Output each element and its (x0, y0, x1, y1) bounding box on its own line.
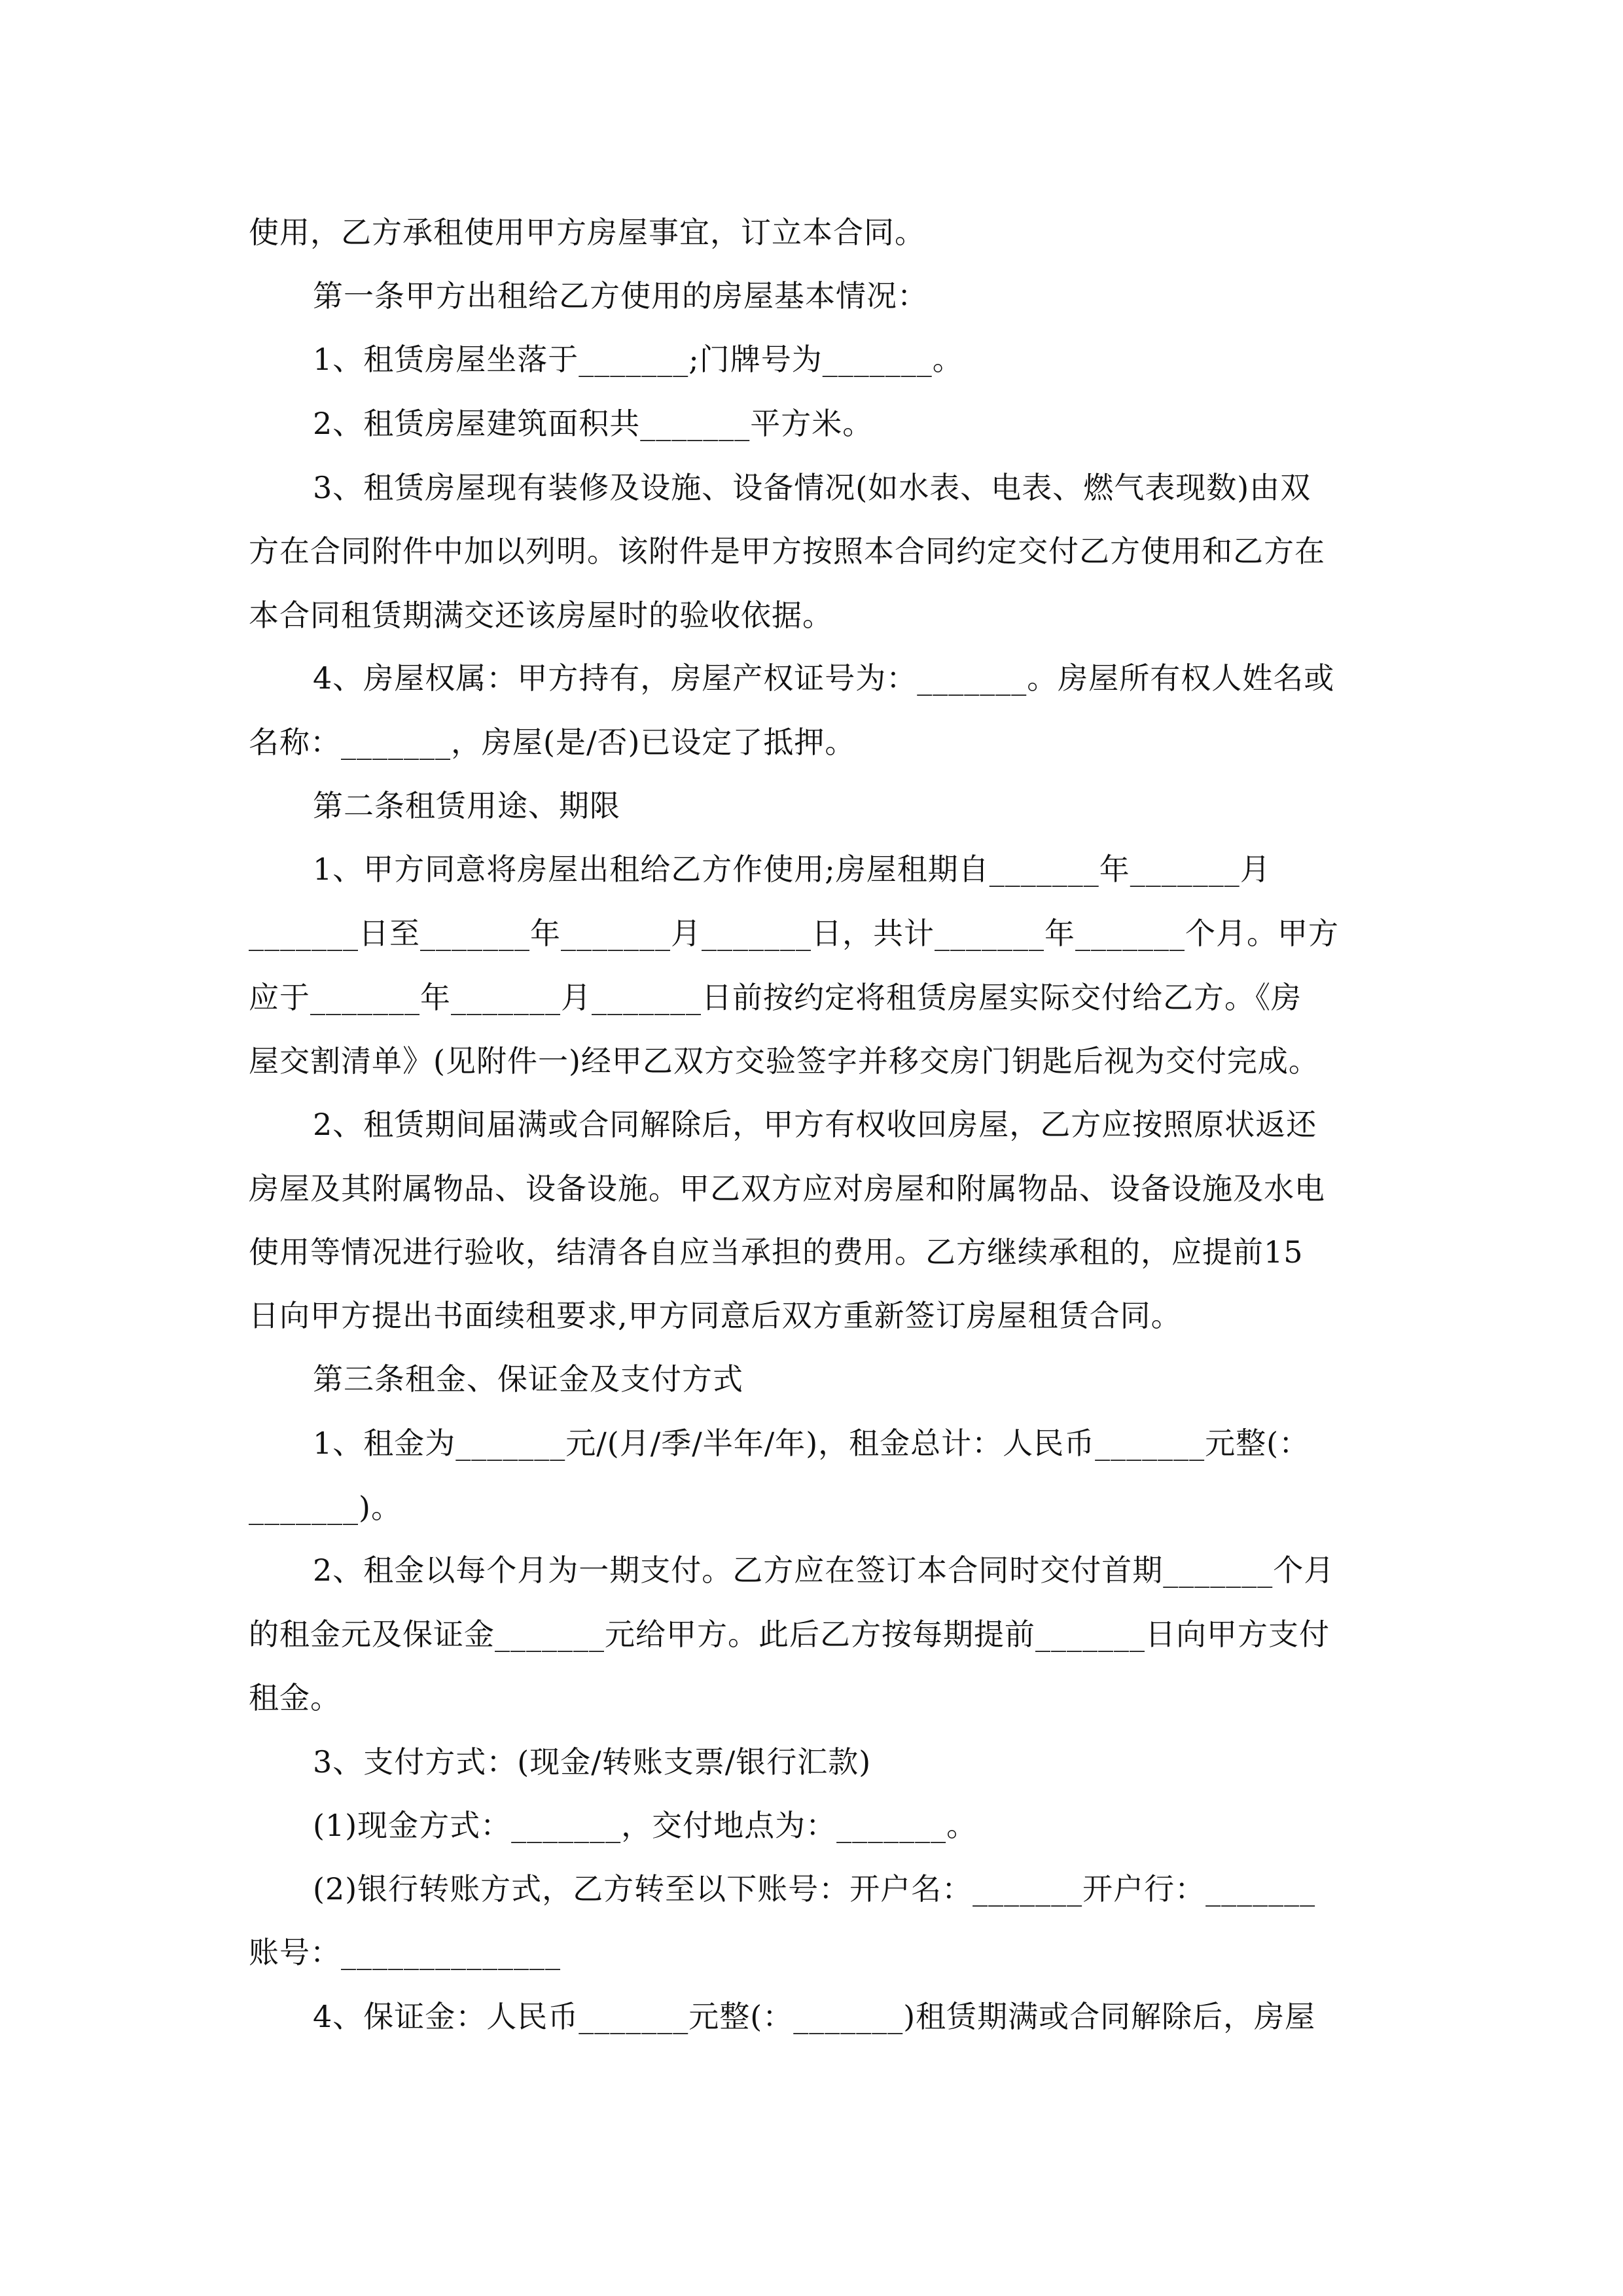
text-line: 1、租金为_______元/(月/季/半年/年)，租金总计：人民币_______元整(： (313, 1426, 1310, 1461)
text-line: 租金。 (249, 1680, 341, 1715)
text-line: 使用等情况进行验收，结清各自应当承担的费用。乙方继续承租的，应提前15 (249, 1234, 1304, 1270)
text-line: 房屋及其附属物品、设备设施。甲乙双方应对房屋和附属物品、设备设施及水电 (249, 1171, 1325, 1206)
text-line: 屋交割清单》(见附件一)经甲乙双方交验签字并移交房门钥匙后视为交付完成。 (249, 1043, 1319, 1079)
text-line: 应于_______年_______月_______日前按约定将租赁房屋实际交付给乙方。《房 (249, 980, 1302, 1015)
text-line: 本合同租赁期满交还该房屋时的验收依据。 (249, 598, 833, 633)
text-line: 名称：_______，房屋(是/否)已设定了抵押。 (249, 725, 856, 760)
text-line: 4、房屋权属：甲方持有，房屋产权证号为：_______。房屋所有权人姓名或 (313, 660, 1335, 696)
text-line: (2)银行转账方式，乙方转至以下账号：开户名：_______开户行：_______ (313, 1871, 1316, 1907)
text-line: 2、租金以每个月为一期支付。乙方应在签订本合同时交付首期_______个月 (313, 1552, 1335, 1588)
text-line: 3、租赁房屋现有装修及设施、设备情况(如水表、电表、燃气表现数)由双 (313, 470, 1311, 505)
text-line: _______日至_______年_______月_______日，共计_______年_______个月。甲方 (249, 916, 1339, 951)
text-line: 2、租赁期间届满或合同解除后，甲方有权收回房屋，乙方应按照原状返还 (313, 1107, 1317, 1142)
section-heading: 第一条甲方出租给乙方使用的房屋基本情况： (313, 278, 928, 314)
text-line: 的租金元及保证金_______元给甲方。此后乙方按每期提前_______日向甲方支付 (249, 1617, 1330, 1652)
text-line: 使用，乙方承租使用甲方房屋事宜，订立本合同。 (249, 215, 925, 250)
section-heading: 第二条租赁用途、期限 (313, 788, 620, 823)
text-line: 方在合同附件中加以列明。该附件是甲方按照本合同约定交付乙方使用和乙方在 (249, 533, 1325, 569)
text-line: 账号：______________ (249, 1935, 561, 1970)
text-line: _______)。 (249, 1490, 402, 1525)
section-heading: 第三条租金、保证金及支付方式 (313, 1361, 743, 1397)
text-line: 1、租赁房屋坐落于_______;门牌号为_______。 (313, 342, 963, 377)
text-line: 4、保证金：人民币_______元整(：_______)租赁期满或合同解除后，房屋 (313, 1999, 1316, 2034)
text-line: 3、支付方式：(现金/转账支票/银行汇款) (313, 1744, 872, 1780)
text-line: 1、甲方同意将房屋出租给乙方作使用;房屋租期自_______年_______月 (313, 852, 1271, 887)
text-line: 2、租赁房屋建筑面积共_______平方米。 (313, 406, 874, 441)
text-line: (1)现金方式：_______，交付地点为：_______。 (313, 1808, 978, 1843)
text-line: 日向甲方提出书面续租要求,甲方同意后双方重新签订房屋租赁合同。 (249, 1298, 1182, 1333)
